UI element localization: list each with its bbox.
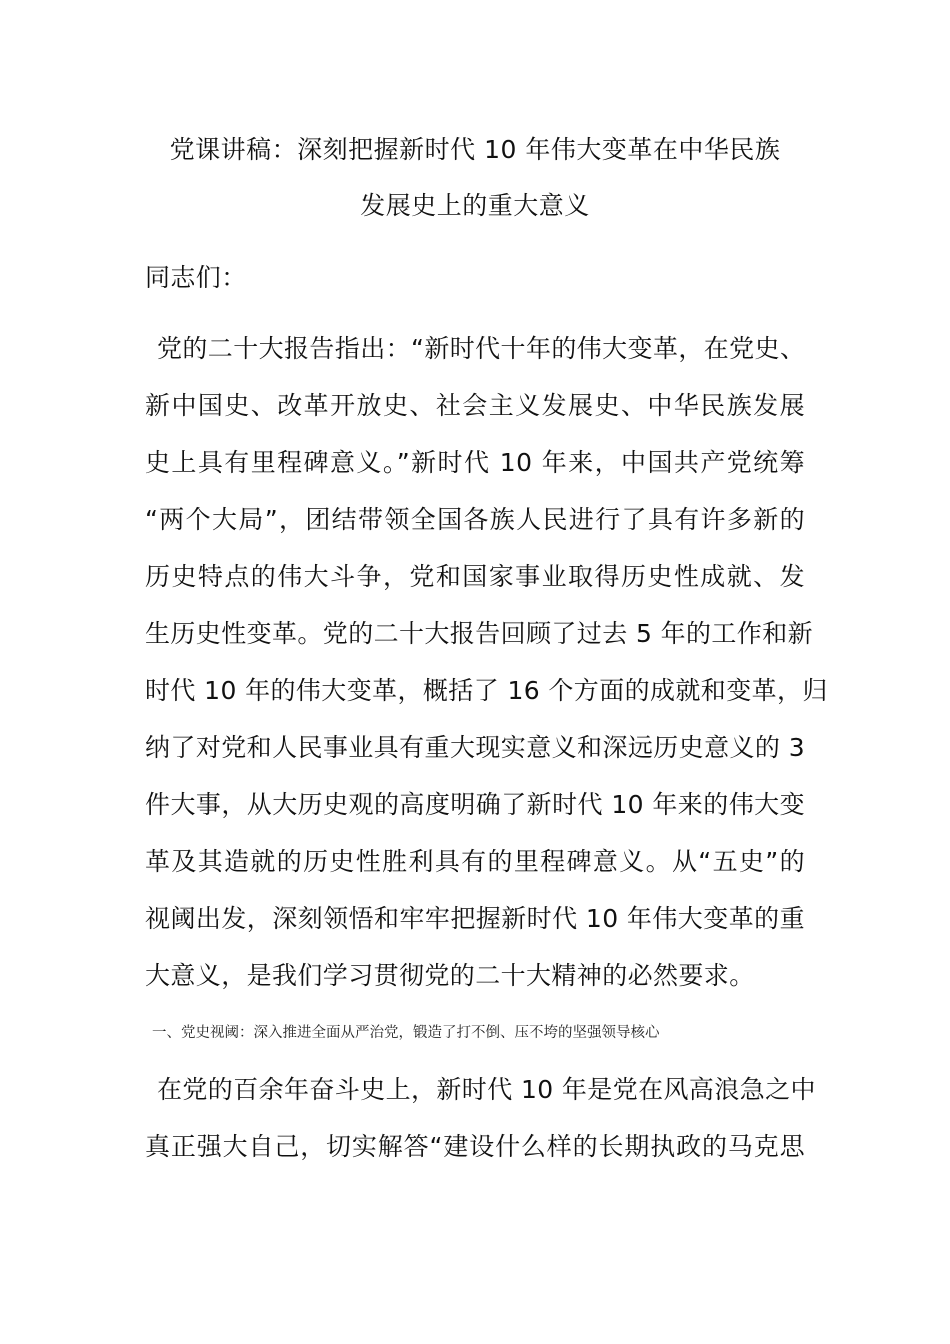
- paragraph-1-line-10: 革及其造就的历史性胜利具有的里程碑意义。从“五史”的: [145, 847, 805, 876]
- paragraph-1-line-4: “两个大局”，团结带领全国各族人民进行了具有许多新的: [145, 505, 805, 534]
- paragraph-1-line-6: 生历史性变革。党的二十大报告回顾了过去 5 年的工作和新: [145, 619, 814, 648]
- salutation: 同志们：: [145, 263, 247, 292]
- paragraph-1-line-11: 视阈出发，深刻领悟和牢牢把握新时代 10 年伟大变革的重: [145, 904, 805, 933]
- paragraph-2-line-1: 在党的百余年奋斗史上，新时代 10 年是党在风高浪急之中: [157, 1075, 816, 1104]
- paragraph-1-line-9: 件大事，从大历史观的高度明确了新时代 10 年来的伟大变: [145, 790, 805, 819]
- section-1-heading: 一、党史视阈：深入推进全面从严治党，锻造了打不倒、压不垮的坚强领导核心: [152, 1025, 660, 1041]
- paragraph-1-line-5: 历史特点的伟大斗争，党和国家事业取得历史性成就、发: [145, 562, 805, 591]
- paragraph-1-line-12: 大意义，是我们学习贯彻党的二十大精神的必然要求。: [145, 961, 755, 990]
- paragraph-1-line-3: 史上具有里程碑意义。”新时代 10 年来，中国共产党统筹: [145, 448, 805, 477]
- document-title-line-1: 党课讲稿：深刻把握新时代 10 年伟大变革在中华民族: [169, 135, 781, 164]
- paragraph-1-line-8: 纳了对党和人民事业具有重大现实意义和深远历史意义的 3: [145, 733, 805, 762]
- document-title-line-2: 发展史上的重大意义: [360, 191, 590, 220]
- paragraph-1-line-7: 时代 10 年的伟大变革，概括了 16 个方面的成就和变革，归: [145, 676, 828, 705]
- paragraph-1-line-2: 新中国史、改革开放史、社会主义发展史、中华民族发展: [145, 391, 805, 420]
- paragraph-2-line-2: 真正强大自己，切实解答“建设什么样的长期执政的马克思: [145, 1132, 805, 1161]
- paragraph-1-line-1: 党的二十大报告指出：“新时代十年的伟大变革，在党史、: [157, 334, 806, 363]
